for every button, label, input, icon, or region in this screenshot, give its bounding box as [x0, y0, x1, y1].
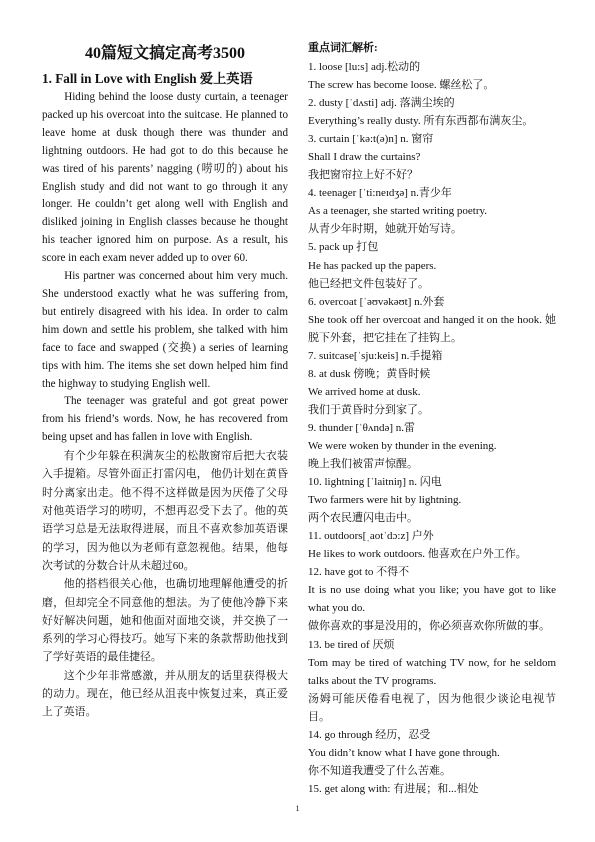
vocabulary-column [308, 40, 556, 798]
vocab-translation: 两个农民遭闪电击中。 [308, 512, 418, 525]
chinese-paragraph: 这个少年非常感激，并从朋友的话里获得极大的动力。现在，他已经从沮丧中恢复过来，真正爱上了英语。 [42, 669, 288, 719]
vocab-example: As a teenager, she started writing poetry. [308, 205, 488, 218]
vocab-headword: 12. have got to 不得不 [308, 566, 410, 579]
vocab-headword: 7. suitcase[ˈsju:keis] n.手提箱 [308, 349, 443, 362]
vocab-entry [308, 130, 556, 184]
vocab-headword: 14. go through 经历，忍受 [308, 728, 431, 741]
vocab-headword: 1. loose [lu:s] adj.松动的 [308, 61, 421, 73]
vocab-entry [308, 58, 556, 94]
document-title: 40篇短文搞定高考3500 [84, 45, 245, 62]
vocab-translation: 我把窗帘拉上好不好？ [308, 169, 418, 182]
vocab-entry [308, 238, 556, 292]
vocab-headword: 5. pack up 打包 [308, 241, 379, 254]
vocab-example: He has packed up the papers. [308, 259, 437, 272]
vocab-headword: 8. at dusk 傍晚；黄昏时候 [308, 367, 431, 380]
vocab-translation: 你不知道我遭受了什么苦难。 [308, 764, 451, 777]
english-paragraph: Hiding behind the loose dusty curtain, a teenager packed up his overcoat into the suitcase. He planned to leave home at dusk though there was thunder and lightning outdoors. He had got to do this because he was tired of his parents’ nagging (唠叨的) about his English study and did not want to go through it any longer. He couldn’t get along well with English and disliked joining in English classes because he thought his teacher ignored him on purpose. As a result, his score in each exam never added up to over 60. [42, 91, 288, 265]
vocab-translation: 做你喜欢的事是没用的，你必须喜欢你所做的事。 [308, 620, 550, 633]
vocab-entry [308, 563, 556, 635]
vocab-translation: 从青少年时期，她就开始写诗。 [308, 223, 462, 236]
vocab-entry [308, 419, 556, 473]
vocab-headword: 13. be tired of 厌烦 [308, 638, 395, 651]
english-paragraph: The teenager was grateful and got great power from his friend’s words. Now, he has recovered from being upset and has fallen in love with English. [42, 395, 288, 444]
page-number: 1 [295, 804, 300, 813]
vocabulary-header: 重点词汇解析: [308, 42, 378, 54]
vocab-example: Shall I draw the curtains? [308, 151, 421, 164]
vocab-translation: 我们于黄昏时分到家了。 [308, 403, 429, 416]
chinese-paragraph: 他的搭档很关心他，也确切地理解他遭受的折磨，但却完全不同意他的想法。为了使他冷静下来好好解决问题，她和他面对面地交谈，并交换了一系列的学习心得技巧。她写下来的条款帮助他找到了学好英语的最佳捷径。 [42, 578, 288, 664]
vocab-entry [308, 94, 556, 130]
vocab-example: You didn’t know what I have gone through. [308, 746, 500, 759]
vocab-entry [308, 726, 556, 780]
vocab-headword: 3. curtain [ˈkə:t(ə)n] n. 窗帘 [308, 133, 434, 146]
vocab-example: The screw has become loose. 螺丝松了。 [308, 79, 495, 92]
vocab-example: He likes to work outdoors. 他喜欢在户外工作。 [308, 548, 527, 561]
chinese-paragraph: 有个少年躲在积满灰尘的松散窗帘后把大衣装入手提箱。尽管外面正打雷闪电， 他仍计划在黄昏时分离家出走。他不得不这样做是因为厌倦了父母对他英语学习的唠叨，不想再忍受下去了。他的英语学习总是无法取得进展，而且不喜欢参加英语课的学习，因为他以为老师有意忽视他。结果，他每次考试的分数合计从未超过60。 [42, 450, 288, 572]
vocab-entry [308, 527, 556, 563]
vocab-example: It is no use doing what you like; you have got to like what you do. [308, 584, 556, 615]
vocab-entry [308, 347, 556, 419]
vocab-example: Two farmers were hit by lightning. [308, 494, 462, 507]
vocab-entry [308, 473, 556, 527]
vocab-headword: 2. dusty [ˈdʌsti] adj. 落满尘埃的 [308, 97, 455, 110]
story-column [42, 44, 288, 722]
vocab-headword: 4. teenager [ˈti:neɪdʒə] n.青少年 [308, 187, 452, 200]
vocab-entry [308, 293, 556, 347]
vocab-headword: 6. overcoat [ˈəʊvəkəʊt] n.外套 [308, 295, 445, 308]
vocab-example: Tom may be tired of watching TV now, for he seldom talks about the TV programs. [308, 656, 556, 687]
vocab-translation: 晚上我们被雷声惊醒。 [308, 458, 418, 471]
vocab-example: She took off her overcoat and hanged it on the hook. 她脱下外套，把它挂在了挂钩上。 [308, 313, 556, 344]
vocab-translation: 汤姆可能厌倦看电视了，因为他很少谈论电视节目。 [308, 692, 556, 723]
story-title: 1. Fall in Love with English 爱上英语 [42, 71, 253, 86]
vocab-entry [308, 636, 556, 726]
english-paragraph: His partner was concerned about him very much. She understood exactly what he was suffering from, but entirely disagreed with his idea. In order to calm him down and settle his problem, she talked with him face to face and swapped (交换) a series of learning tips with him. The items she set down helped him find the highway to studying English well. [42, 270, 288, 390]
vocab-headword: 10. lightning [ˈlaitniŋ] n. 闪电 [308, 476, 442, 489]
vocab-example: Everything’s really dusty. 所有东西都布满灰尘。 [308, 115, 534, 128]
vocab-headword: 15. get along with: 有进展；和...相处 [308, 782, 479, 795]
vocab-entry [308, 780, 556, 798]
vocab-translation: 他已经把文件包装好了。 [308, 277, 429, 290]
vocab-example: We arrived home at dusk. [308, 385, 421, 398]
vocab-entry [308, 184, 556, 238]
vocab-headword: 9. thunder [ˈθʌndə] n.雷 [308, 421, 415, 434]
vocab-headword: 11. outdoors[ˌaotˈdɔ:z] 户外 [308, 530, 434, 543]
vocab-example: We were woken by thunder in the evening. [308, 439, 497, 452]
